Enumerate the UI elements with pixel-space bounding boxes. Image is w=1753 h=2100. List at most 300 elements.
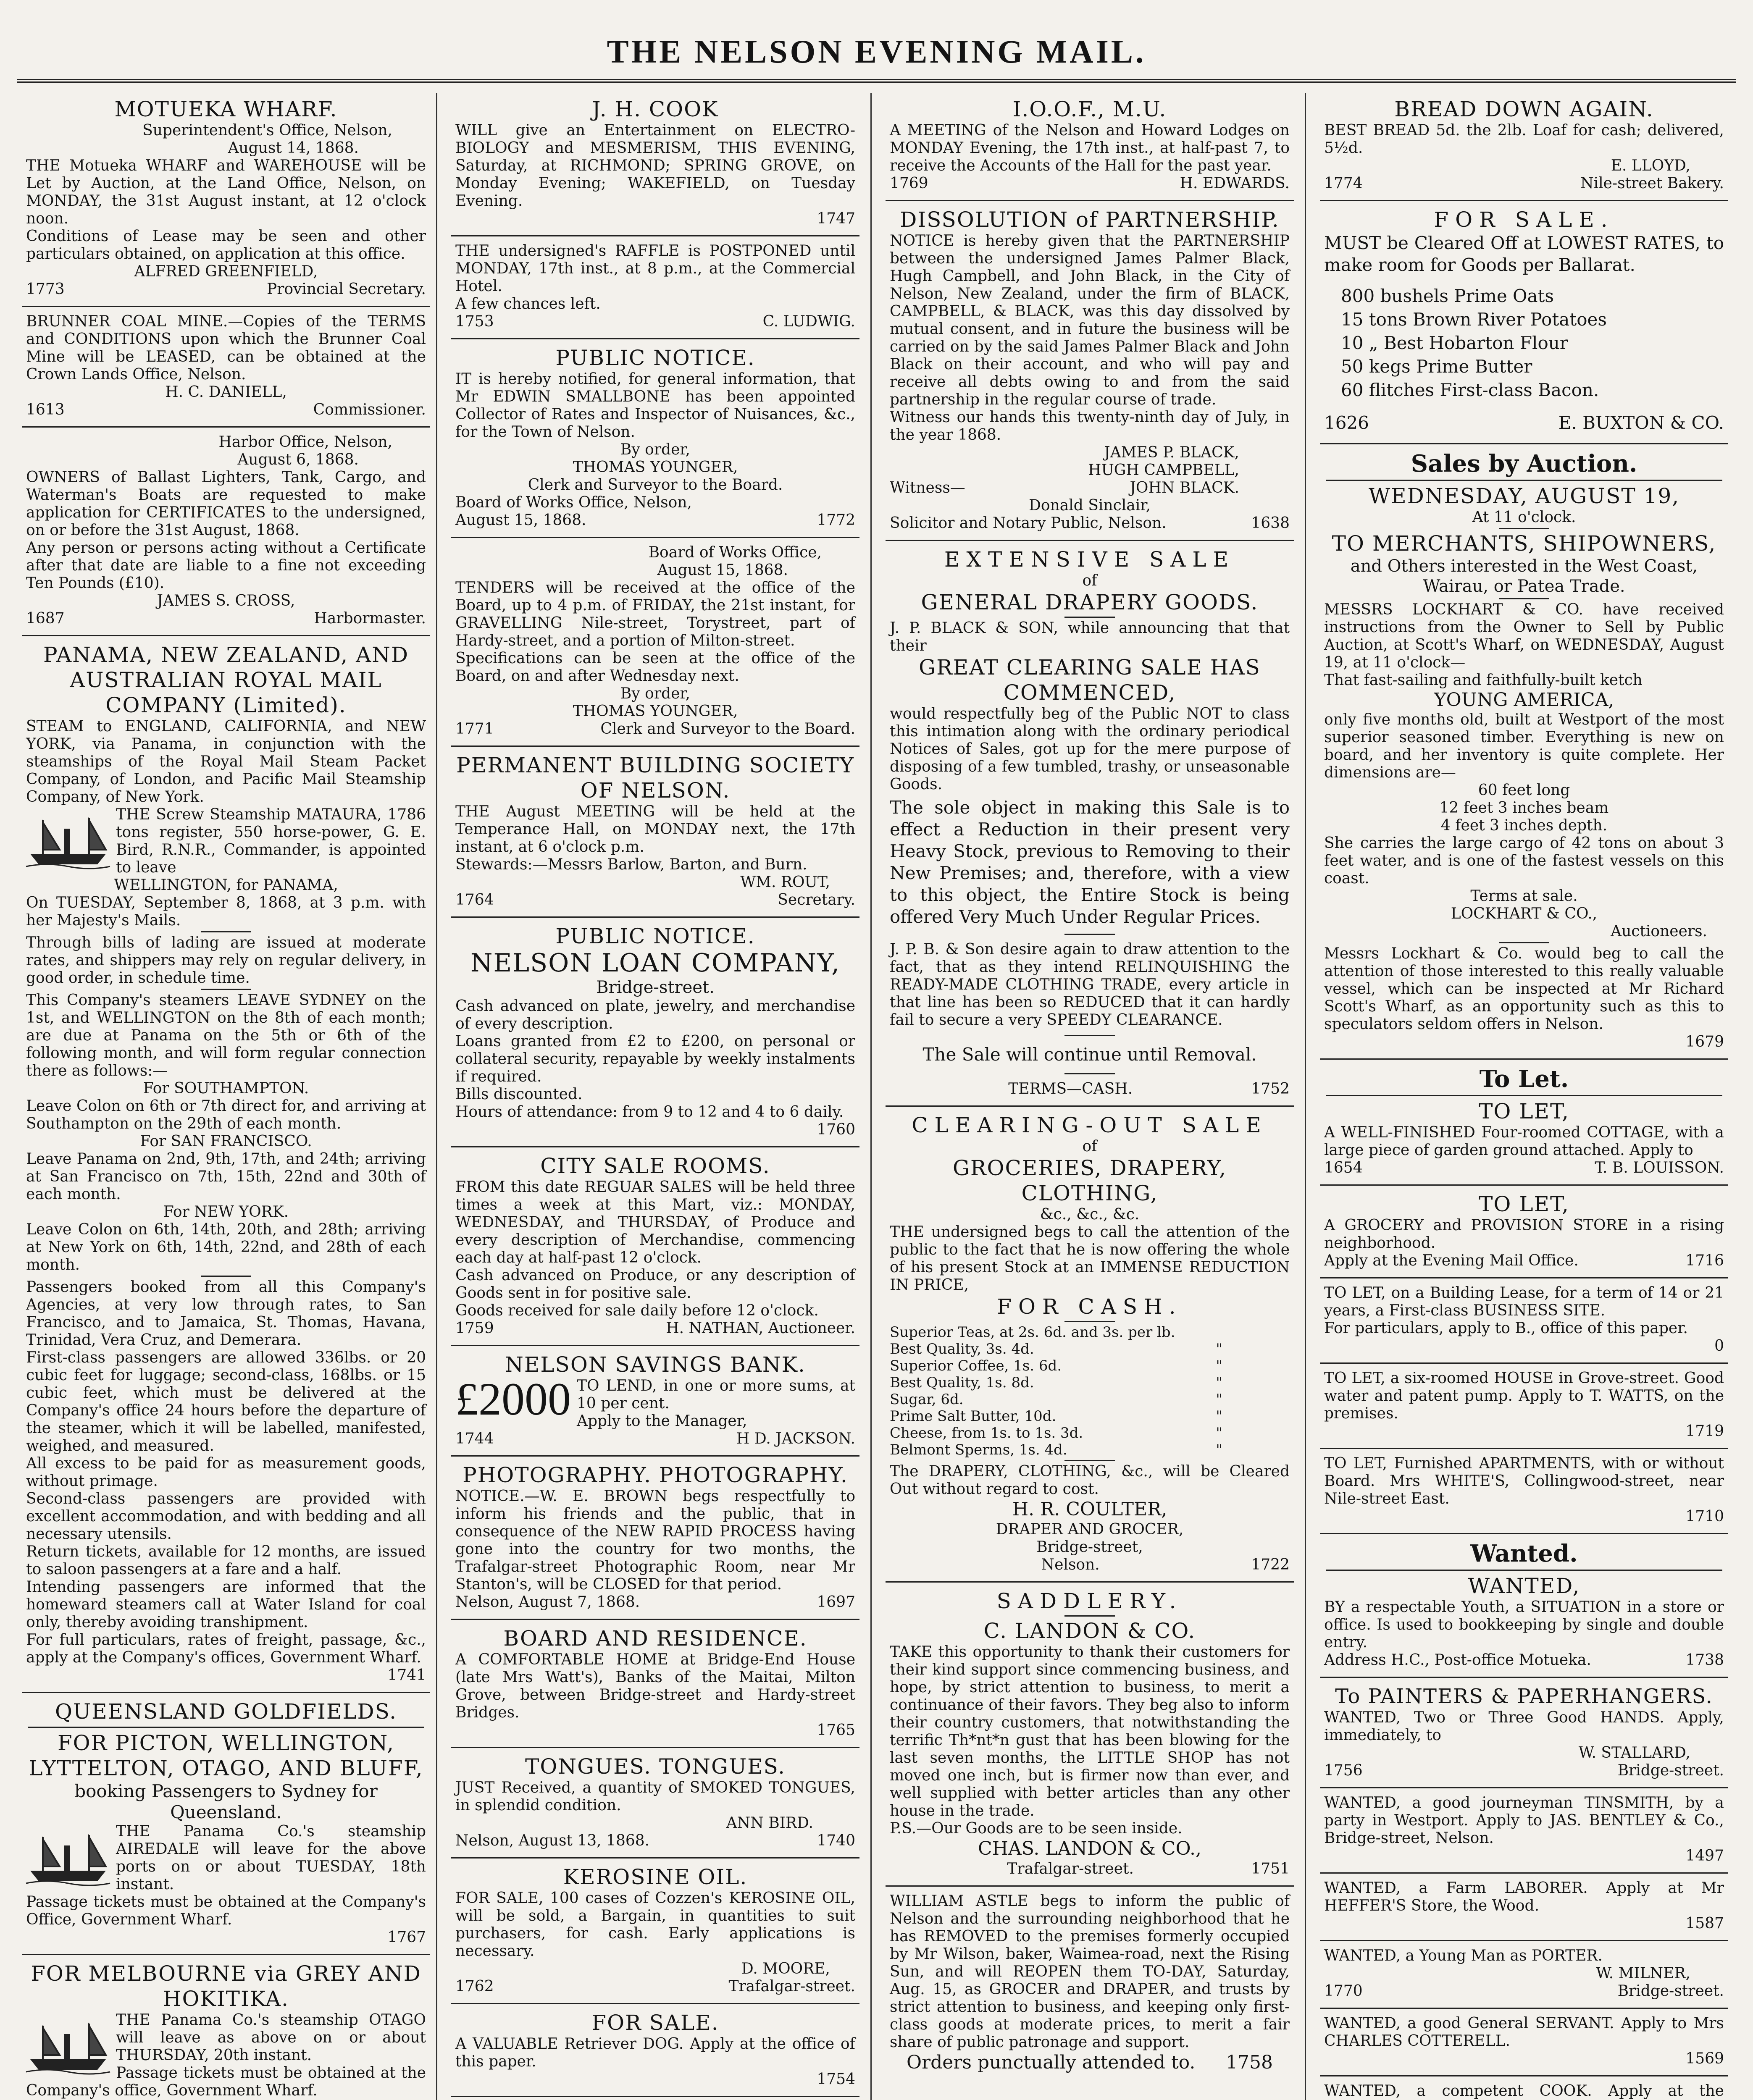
ad-body: A VALUABLE Retriever DOG. Apply at the office of this paper. [455,2035,855,2070]
divider [1320,2008,1728,2009]
ad-body: Witness our hands this twenty-ninth day of July, in the year 1868. [890,409,1290,444]
ad-heading: PUBLIC NOTICE. [555,924,755,948]
ad-footer [455,1430,855,1448]
ship-notice [26,806,426,877]
divider [1320,443,1728,444]
ad-subheading: and Others interested in the West Coast, Wairau, or Patea Trade. [1350,556,1698,596]
ad-body: OWNERS of Ballast Lighters, Tank, Cargo, and Waterman's Boats are requested to make application for CERTIFICATES to the undersigned, on or before the 31st August, 1868. [26,469,426,539]
divider [1064,1035,1115,1036]
divider [886,540,1294,541]
ad-footer [26,281,426,298]
divider [451,916,859,918]
ditto-mark: " [1216,1391,1222,1408]
ad-number: 1760 [817,1121,855,1138]
ad-subheading: Bridge-street. [596,978,715,997]
ad-dateline: Harbor Office, Nelson, [218,433,392,451]
ad-number: 1679 [1685,1033,1724,1050]
ad-number: 1762 [455,1978,494,1995]
divider [1320,1787,1728,1788]
ad-number: 1744 [455,1430,494,1447]
ad-savings-bank [449,1349,861,1453]
ad-paragraph: Return tickets, available for 12 months, are issued to saloon passengers at a fare and a half. [26,1543,426,1578]
ad-title: Auctioneers. [1611,923,1707,940]
ad-signature: W. STALLARD, [1578,1744,1690,1761]
divider [451,338,859,339]
vessel-dimension: 4 feet 3 inches depth. [1440,817,1608,834]
ad-signature: THOMAS YOUNGER, [573,703,738,720]
ad-heading: PHOTOGRAPHY. PHOTOGRAPHY. [463,1463,848,1487]
ad-number: 1710 [1685,1508,1724,1525]
ad-paragraph: Leave Colon on 6th or 7th direct for, and arriving at Southampton on the 29th of each month. [26,1097,426,1132]
ad-footer [890,175,1290,192]
ad-number: 1613 [26,401,65,418]
price-item: Best Quality, 1s. 8d. [890,1374,1034,1391]
list-item: 50 kegs Prime Butter [1341,356,1532,377]
ad-signature: H. R. COULTER, [1012,1499,1167,1520]
price-item: Prime Salt Butter, 10d. [890,1408,1057,1425]
ad-line: By order, [620,441,691,458]
ad-body: Passage tickets must be obtained at the Company's office, Government Wharf. [26,2064,426,2099]
ad-number: 1751 [1251,1860,1290,1877]
ad-heading: MOTUEKA WHARF. [114,97,338,121]
ad-body: Bills discounted. [455,1086,583,1103]
divider [201,1276,251,1277]
divider [201,931,251,932]
ad-date: Nelson, August 13, 1868. [455,1832,650,1849]
ad-body: THE undersigned begs to call the attention of the public to the fact that he is now offering the whole of his present Stock at an IMMENSE REDUCTION IN PRICE, [890,1223,1290,1294]
divider [1320,1362,1728,1364]
ad-auction-young-america [1318,447,1730,1056]
ad-wanted-laborer [1318,1876,1730,1937]
ad-body: MESSRS LOCKHART & CO. have received instructions from the Owner to Sell by Public Auction, at Scott's Wharf, on WEDNESDAY, August 19, at 11 o'clock— [1324,601,1724,671]
ad-address: Bridge-street. [1617,1982,1724,2000]
ad-body: Stewards:—Messrs Barlow, Barton, and Burn. [455,856,807,873]
ad-body: THE Panama Co.'s steamship AIREDALE will leave for the above ports on or about TUESDAY, 18th instant. [116,1823,426,1893]
ad-number: 1774 [1324,175,1363,192]
steamship-icon [26,808,110,871]
ad-body: WANTED, a Farm LABORER. Apply at Mr HEFFER'S Store, the Wood. [1324,1880,1724,1914]
ad-of: of [1082,1138,1097,1155]
ad-title: DRAPER AND GROCER, [996,1521,1184,1538]
ad-body: would respectfully beg of the Public NOT to class this intimation along with the ordinary periodical Notices of Sales, got up for the mere purpose of disposing of a few tumbled, trashy, or unseasonable Goods. [890,705,1290,793]
ad-body: A GROCERY and PROVISION STORE in a rising neighborhood. [1324,1217,1724,1252]
ad-city-sale-rooms [449,1150,861,1342]
ad-address: Trafalgar-street. [1007,1860,1134,1877]
ad-body: STEAM to ENGLAND, CALIFORNIA, and NEW YORK, via Panama, in conjunction with the steamships of the Royal Mail Steam Packet Company, of London, and Pacific Mail Steamship Company, of New York. [26,718,426,806]
ad-heading: WEDNESDAY, AUGUST 19, [1368,484,1680,508]
ad-body: TO LET, Furnished APARTMENTS, with or without Board. Mrs WHITE'S, Collingwood-street, near Nile-street East. [1324,1455,1724,1507]
ad-heading: PUBLIC NOTICE. [555,346,755,370]
ad-number: 1569 [1685,2050,1724,2067]
ad-body: The sole object in making this Sale is to effect a Reduction in their present very Heavy Stock, previous to Removing to their New Premises; and, therefore, with a view to this object, the Entire Stock is being offered Very Much Under Regular Prices. [890,797,1290,927]
divider [1326,1570,1722,1571]
ad-heading: C. LANDON & CO. [983,1619,1196,1643]
ad-body: Messrs Lockhart & Co. would beg to call the attention of those interested to this really valuable vessel, which can be inspected at Mr Richard Scott's Wharf, as an opportunity such as this to speculators seldom offers in Nelson. [1324,945,1724,1033]
ad-heading: BOARD AND RESIDENCE. [503,1626,807,1651]
ad-number: 1752 [1251,1080,1290,1097]
price-row [890,1425,1290,1441]
ad-tenders [449,541,861,743]
ad-signature: E. LLOYD, [1611,157,1690,174]
witness-label: Witness— [890,479,965,496]
ad-wanted-tinsmith [1318,1791,1730,1870]
ad-signature: H. C. DANIELL, [165,383,287,401]
ad-footer [1324,1982,1724,2000]
ad-heading: PANAMA, NEW ZEALAND, AND AUSTRALIAN ROYAL MAIL COMPANY (Limited). [43,643,409,717]
ad-footer [455,1593,855,1611]
steamship-icon [26,1824,110,1887]
ad-body: A few chances left. [455,295,601,312]
ad-number: 1697 [817,1593,855,1611]
divider [22,306,430,307]
ad-heading: GROCERIES, DRAPERY, CLOTHING, [952,1156,1227,1205]
ditto-mark: " [1216,1408,1222,1425]
masthead-rule [17,79,1736,83]
price-row [890,1391,1290,1408]
ad-body: Cash advanced on Produce, or any description of Goods sent in for positive sale. [455,1267,855,1302]
ad-footer [455,313,855,331]
price-item: Superior Coffee, 1s. 6d. [890,1357,1062,1374]
ad-body: JUST Received, a quantity of SMOKED TONGUES, in splendid condition. [455,1779,855,1814]
divider [1064,1460,1115,1461]
ad-retriever-dog [449,2007,861,2093]
ad-of: of [1082,572,1097,589]
ad-heading: SADDLERY. [996,1589,1183,1613]
ad-heading: FOR SALE. [1434,207,1614,232]
ad-body: The DRAPERY, CLOTHING, &c., will be Cleared Out without regard to cost. [890,1463,1290,1498]
ad-line: By order, [620,685,691,702]
ad-heading: FOR PICTON, WELLINGTON, LYTTELTON, OTAGO, AND BLUFF, [29,1731,423,1780]
ad-paragraph: Leave Colon on 6th, 14th, 20th, and 28th; arriving at New York on 6th, 14th, 22nd, and 28th of each month. [26,1221,426,1273]
ad-number: 1758 [1226,2052,1273,2073]
ad-terms: Terms at sale. [1470,887,1578,905]
ad-melbourne [20,1958,432,2100]
column-rule [870,93,872,2100]
ad-body: THE Motueka WHARF and WAREHOUSE will be Let by Auction, at the Land Office, Nelson, on MONDAY, the 31st August instant, at 12 o'clock noon. [26,157,426,227]
ad-address: Bridge-street. [1617,1762,1724,1779]
ad-footer [1324,1762,1724,1780]
ad-subheading: For SAN FRANCISCO. [140,1133,312,1150]
ad-panama-mail [20,639,432,1689]
ad-number: 1716 [1685,1252,1724,1269]
column-4 [1318,93,1730,2100]
ad-body: TO LEND, in one or more sums, at 10 per cent. [577,1377,855,1412]
price-item: Superior Teas, at 2s. 6d. and 3s. per lb. [890,1324,1175,1341]
ad-body: Passage tickets must be obtained at the Company's Office, Government Wharf. [26,1893,426,1928]
ad-subheading: WELLINGTON, for PANAMA, [114,877,338,894]
ad-number: 1740 [817,1832,855,1849]
divider [22,426,430,428]
ad-number: 1747 [817,210,855,227]
ad-dateline: August 6, 1868. [237,451,359,468]
ad-tongues [449,1751,861,1855]
ad-signature: THOMAS YOUNGER, [573,459,738,476]
ad-number: 1773 [26,281,65,298]
ad-footer [26,401,426,419]
ad-footer [1324,1252,1724,1270]
ad-footer [455,1320,855,1337]
divider [22,635,430,636]
ad-signature: H D. JACKSON. [736,1430,855,1447]
ad-number: 1719 [1685,1423,1724,1440]
ad-dateline: Board of Works Office, [648,544,822,561]
ad-footer [890,1860,1290,1878]
ad-body: WANTED, a good journeyman TINSMITH, by a party in Westport. Apply to JAS. BENTLEY & Co., Bridge-street, Nelson. [1324,1794,1724,1847]
price-item: Cheese, from 1s. to 1s. 3d. [890,1425,1083,1441]
ad-cook [449,93,861,233]
ad-subheading: &c., &c., &c. [1040,1206,1140,1223]
ad-footer [1324,1159,1724,1177]
newspaper-title: THE NELSON EVENING MAIL. [607,33,1146,70]
column-2 [449,93,861,2100]
ad-body: THE August MEETING will be held at the Temperance Hall, on MONDAY next, the 17th instant, at 6 o'clock p.m. [455,803,855,856]
ad-paragraph: First-class passengers are allowed 336lbs. or 20 cubic feet for luggage; second-class, 168lbs. or 15 cubic feet, which must be delivered at the Company's office 24 hours before the departure of the steamer, which it will be labelled, manifested, weighed, and measured. [26,1349,426,1454]
ad-signature: WM. ROUT, [740,874,830,891]
ad-body: On TUESDAY, September 8, 1868, at 3 p.m. with her Majesty's Mails. [26,894,426,929]
ditto-mark: " [1216,1425,1222,1441]
ad-body: BY a respectable Youth, a SITUATION in a store or office. Is used to bookkeeping by single and double entry. [1324,1599,1724,1651]
ad-heading: KEROSINE OIL. [563,1865,748,1889]
ad-body: WILLIAM ASTLE begs to inform the public of Nelson and the surrounding neighborhood that he has REMOVED to the premises formerly occupied by Mr Wilson, baker, Waimea-road, next the Rising Sun, and will REOPEN them TO-DAY, Saturday, Aug. 15, as GROCER and DRAPER, and trusts by strict attention to business, and keeping only first-class goods at moderate prices, to merit a fair share of public patronage and support. [890,1893,1290,2051]
ad-heading: FOR SALE. [591,2011,719,2035]
ad-signature: T. B. LOUISSON. [1595,1159,1724,1176]
ad-body: A WELL-FINISHED Four-roomed COTTAGE, with a large piece of garden ground attached. Apply to [1324,1124,1724,1159]
ad-heading: FOR CASH. [997,1294,1183,1319]
ad-body: Goods received for sale daily before 12 o'clock. [455,1302,819,1319]
ad-heading: NELSON SAVINGS BANK. [505,1352,806,1377]
ad-number: 1722 [1251,1556,1290,1573]
ad-number: 1765 [817,1722,855,1739]
divider [1320,1277,1728,1278]
ad-number: 1654 [1324,1159,1363,1176]
ad-signature: JOHN BLACK. [1130,479,1239,496]
ad-signature: D. MOORE, [741,1960,830,1977]
ad-wanted-cook [1318,2079,1730,2100]
ad-to-let-cottage [1318,1062,1730,1182]
ad-body: NOTICE is hereby given that the PARTNERSHIP between the undersigned James Palmer Black, Hugh Campbell, and John Black, in the City of Nelson, New Zealand, under the firm of BLACK, CAMPBELL, & BLACK, was this day dissolved by mutual consent, and in future the business will be carried on by the said James Palmer Black and John Black on their account, and who will pay and receive all debts owing to and from the said partnership in the regular course of trade. [890,232,1290,408]
ad-signature: C. LUDWIG. [762,313,855,330]
ad-line: Board of Works Office, Nelson, [455,494,692,511]
divider [451,2003,859,2004]
divider [886,1885,1294,1887]
price-row [890,1341,1290,1357]
ad-body: That fast-sailing and faithfully-built ketch [1324,672,1643,689]
ad-body: BEST BREAD 5d. the 2lb. Loaf for cash; delivered, 5½d. [1324,122,1724,157]
ad-heading: GREAT CLEARING SALE HAS COMMENCED, [919,655,1261,705]
ad-brunner-coal [20,310,432,424]
ad-to-let-apartments [1318,1452,1730,1530]
ad-number: 1769 [890,175,928,192]
ad-paragraph: All excess to be paid for as measurement goods, without primage. [26,1455,426,1490]
ad-signature: H. NATHAN, Auctioneer. [666,1320,855,1337]
ad-title: Secretary. [778,891,855,908]
ad-number: 1741 [387,1667,426,1684]
divider [1320,1448,1728,1449]
ad-signature: CHAS. LANDON & CO., [978,1838,1201,1859]
ad-body: Hours of attendance: from 9 to 12 and 4 to 6 daily. [455,1103,844,1121]
price-list [890,1324,1290,1458]
ad-body: MUST be Cleared Off at LOWEST RATES, to make room for Goods per Ballarat. [1324,233,1724,275]
ad-dateline: Superintendent's Office, Nelson, [142,122,392,139]
divider [1320,1940,1728,1941]
ad-queensland [20,1696,432,1951]
ad-number: 1587 [1685,1915,1724,1932]
ad-signature: W. MILNER, [1596,1965,1690,1982]
ad-wanted-painters [1318,1680,1730,1785]
ad-body: For particulars, apply to B., office of this paper. [1324,1320,1688,1337]
ad-body: P.S.—Our Goods are to be seen inside. [890,1820,1183,1837]
divider [1320,1533,1728,1534]
ad-to-let-house [1318,1366,1730,1445]
ad-body: FOR SALE, 100 cases of Cozzen's KEROSINE OIL, will be sold, a Bargain, in quantities to suit purchasers, for cash. Early applications is necessary. [455,1890,855,1960]
ad-footer [455,1978,855,1995]
ad-body: WANTED, Two or Three Good HANDS. Apply, immediately, to [1324,1709,1724,1744]
ad-body: J. P. B. & Son desire again to draw attention to the fact, that as they intend RELINQUISHING the READY-MADE CLOTHING TRADE, every article in that line has been so REDUCED that it can hardly fail to secure a very SPEEDY CLEARANCE. [890,941,1290,1029]
ad-number: 1753 [455,313,494,330]
ad-number: 1626 [1324,412,1369,433]
ad-signature: E. BUXTON & CO. [1558,412,1724,433]
ad-number: 1638 [1251,514,1290,532]
ad-body: Apply to the Manager, [577,1412,747,1430]
divider [451,1857,859,1858]
divider [201,989,251,990]
ad-subheading: At 11 o'clock. [1472,509,1576,526]
ad-paragraph: This Company's steamers LEAVE SYDNEY on the 1st, and WELLINGTON on the 8th of each month; are due at Panama on the 5th or 6th of the following month, and will form regular connection there as follows:— [26,992,426,1079]
divider [1320,1677,1728,1678]
ad-dissolution [884,204,1296,537]
ad-heading: EXTENSIVE SALE [944,547,1235,572]
ad-dateline: August 15, 1868. [657,562,788,579]
column-1 [20,93,432,2100]
divider [451,2096,859,2097]
ad-number: 0 [1714,1337,1724,1354]
ad-heading: DISSOLUTION of PARTNERSHIP. [900,207,1280,232]
divider [451,1619,859,1620]
ship-notice [26,1823,426,1893]
divider [1326,1095,1722,1096]
ditto-mark: " [1216,1374,1222,1391]
ad-heading: WANTED, [1468,1574,1580,1598]
ad-body: The Sale will continue until Removal. [922,1044,1257,1065]
ad-number: 1687 [26,610,65,627]
ad-heading: CLEARING-OUT SALE [912,1113,1268,1137]
divider [22,1954,430,1955]
price-row [890,1324,1290,1341]
ad-paragraph: For full particulars, rates of freight, passage, &c., apply at the Company's offices, Government Wharf. [26,1631,426,1666]
ad-body: WANTED, a good General SERVANT. Apply to Mrs CHARLES COTTERELL. [1324,2015,1724,2050]
loan-amount: £2000 [455,1373,571,1425]
ad-public-notice [449,342,861,534]
ad-signature: HUGH CAMPBELL, [1088,462,1239,479]
ad-title: Trafalgar-street. [728,1978,855,1995]
produce-list [1324,284,1724,402]
ad-paragraph: Leave Panama on 2nd, 9th, 17th, and 24th; arriving at San Francisco on 7th, 15th, 22nd and 30th of each month. [26,1150,426,1203]
ad-body: TO LET, a six-roomed HOUSE in Grove-street. Good water and patent pump. Apply to T. WATTS, on the premises. [1324,1370,1724,1422]
ad-footer [455,512,855,529]
divider [886,1105,1294,1107]
ad-footer [455,1832,855,1850]
ad-kerosine [449,1861,861,2000]
ad-body: FROM this date REGUAR SALES will be held three times a week at this Mart, viz.: MONDAY, WEDNESDAY, and THURSDAY, of Produce and every description of Merchandise, commencing each day at half-past 12 o'clock. [455,1179,855,1266]
ad-heading: GENERAL DRAPERY GOODS. [921,590,1259,614]
ad-heading: PERMANENT BUILDING SOCIETY OF NELSON. [456,753,854,803]
ad-footer [890,514,1290,532]
ad-signature: LOCKHART & CO., [1451,905,1598,922]
divider [1320,1058,1728,1060]
ad-body: NOTICE.—W. E. BROWN begs respectfully to inform his friends and the public, that in consequence of the NEW RAPID PROCESS having gone into the country for two months, the Trafalgar-street Photographic Room, near Mr Stanton's, will be CLOSED for that period. [455,1488,855,1593]
ad-body: Loans granted from £2 to £200, on personal or collateral security, repayable by weekly instalments if required. [455,1033,855,1085]
divider [1320,200,1728,201]
ad-heading: FOR MELBOURNE via GREY AND HOKITIKA. [31,1961,421,2011]
ad-wanted-porter [1318,1944,1730,2005]
ad-heading: QUEENSLAND GOLDFIELDS. [55,1699,397,1724]
ad-number: 1756 [1324,1762,1363,1779]
ad-footer [1324,175,1724,192]
ad-photography [449,1459,861,1616]
divider [1064,934,1115,935]
ad-building-society [449,749,861,914]
price-item: Belmont Sperms, 1s. 4d. [890,1441,1067,1458]
ad-for-sale-produce [1318,204,1730,441]
ad-body: THE Panama Co.'s steamship OTAGO will leave as above on or about THURSDAY, 20th instant. [116,2011,426,2064]
ad-body: only five months old, built at Westport of the most superior seasoned timber. Everything is new on board, and her inventory is quite complete. Her dimensions are— [1324,711,1724,781]
divider [451,1146,859,1147]
ad-dateline: August 14, 1868. [228,139,359,157]
column-rule [1305,93,1306,2100]
ad-footer [1324,410,1724,436]
section-heading: Sales by Auction. [1411,450,1637,478]
price-item: Best Quality, 3s. 4d. [890,1341,1034,1357]
vessel-dimension: 60 feet long [1478,782,1570,799]
ad-body: TENDERS will be received at the office of the Board, up to 4 p.m. of FRIDAY, the 21st instant, for GRAVELLING Nile-street, Torystreet, part of Hardy-street, and a portion of Milton-street. [455,579,855,649]
ad-number: 1767 [387,1929,426,1946]
ad-number: 1764 [455,891,494,908]
ad-paragraph: Through bills of lading are issued at moderate rates, and shippers may rely on regular delivery, in good order, in schedule time. [26,934,426,987]
ad-body: Any person or persons acting without a Certificate after that date are liable to a fine not exceeding Ten Pounds (£10). [26,539,426,592]
ad-address: Nile-street Bakery. [1580,175,1724,192]
ad-saddlery [884,1585,1296,1883]
ad-body: J. P. BLACK & SON, while announcing that that their [890,620,1290,654]
divider [1320,2075,1728,2076]
ad-subheading: booking Passengers to Sydney for Queensland. [74,1781,378,1822]
ad-footer [455,720,855,738]
price-row [890,1374,1290,1391]
ad-signature: ANN BIRD. [726,1814,813,1832]
ad-body: Address H.C., Post-office Motueka. [1324,1651,1591,1669]
divider [1064,1321,1115,1322]
ditto-mark: " [1216,1357,1222,1374]
ad-heading: BREAD DOWN AGAIN. [1394,97,1654,121]
ad-body: WILL give an Entertainment on ELECTRO-BIOLOGY and MESMERISM, THIS EVENING, Saturday, at RICHMOND; SPRING GROVE, on Monday Evening; WAKEFIELD, on Tuesday Evening. [455,122,855,210]
column-rule [436,93,437,2100]
section-heading: To Let. [1479,1065,1569,1093]
ad-wanted-servant [1318,2011,1730,2073]
ad-number: 1738 [1685,1651,1724,1669]
ad-heading: I.O.O.F., M.U. [1012,97,1167,121]
ad-witness-line [890,479,1290,497]
ad-ioof [884,93,1296,197]
steamship-icon [26,2013,110,2076]
vessel-name: YOUNG AMERICA, [1434,689,1614,711]
price-row [890,1408,1290,1425]
ad-body: TAKE this opportunity to thank their customers for their kind support since commencing business, and hope, by strict attention to business, to merit a continuance of their favors. They beg also to inform their country customers, that notwithstanding the terrific Th*nt*n gust that has been blowing for the last seven months, the LITTLE SHOP has not moved one inch, but is firmer now than ever, and well supplied with better articles than any other house in the trade. [890,1643,1290,1819]
ad-signature: Donald Sinclair, [1029,497,1151,514]
ad-signature: ALFRED GREENFIELD, [134,263,318,280]
ad-motueka-wharf [20,93,432,303]
ad-body: THE undersigned's RAFFLE is POSTPONED until MONDAY, 17th inst., at 8 p.m., at the Commercial Hotel. [455,242,855,295]
ad-heading: CITY SALE ROOMS. [540,1154,770,1178]
ditto-mark: " [1216,1441,1222,1458]
